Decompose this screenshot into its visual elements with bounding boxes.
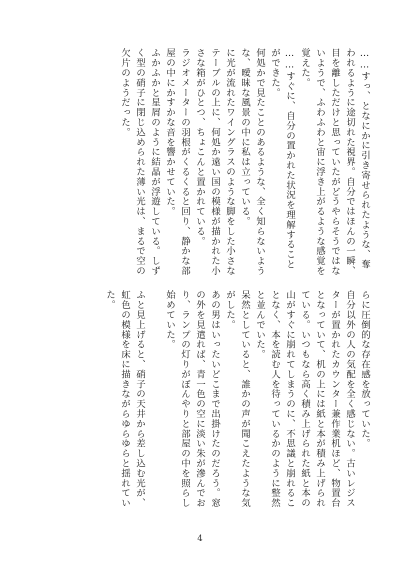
- paragraph: らに圧倒的な存在感を放っていた。: [359, 290, 370, 449]
- upper-text-block: [32, 48, 372, 278]
- paragraph: ラジオメーターの羽根がくるくると回り、静かな部屋の中にかすかな音を響かせていた。: [164, 48, 190, 276]
- lower-text-block: [32, 290, 372, 512]
- paragraph: ……すぐに、自分の置かれた状況を理解することができた。: [269, 48, 295, 270]
- paragraph: 呆然としていると、誰かの声が聞こえたような気がした。: [224, 290, 250, 508]
- paragraph: 何処かで見たことのあるような、全く知らないような、曖昧な風景の中に私は立っている。: [239, 48, 265, 276]
- page-number: 4: [197, 534, 203, 544]
- paragraph: に光が流れたワイングラスのような脚をした小さなテーブルの上に、何処か遠い国の模様が描かれた小さな箱がひとつ、ちょこんと置かれている。: [194, 48, 235, 276]
- paragraph: ふかふかと星屑のように結晶が浮遊している。しずく型の硝子に閉じ込められた薄い光は、まるで空の欠片のようだった。: [119, 48, 160, 276]
- paragraph: 自分以外の人の気配を全く感じない。古いレジスターが置かれたカウンター兼作業机ほど、物置台となっていて、机の上には紙と本が積み上げられている。いつもなら高く積み上げられた紙と本の山がすぐに崩れてしまうのに、不思議と崩れることなく、本を読む人を待っているかのように整然と並んでいた。: [254, 290, 355, 508]
- paragraph: あの男はいったいどこまで出掛けたのだろう。窓の外を見遣れば、青一色の空に淡い朱が滲んでおり、ランプの灯りがぼんやりと部屋の中を照らし始めていた。: [164, 290, 220, 508]
- paragraph: ふと見上げると、硝子の天井から差し込む光が、虹色の模様を床に描きながらゆらゆらと揺れていた。: [104, 290, 145, 508]
- paragraph: ……すっ、となにかに引き寄せられたような、奪われるように途切れた視界。自分ではほんの一瞬、目を離しただけと思っていたがどうやらそうではないようで、ふわふわと宙に浮き上がるような感覚を覚えた。: [299, 48, 370, 276]
